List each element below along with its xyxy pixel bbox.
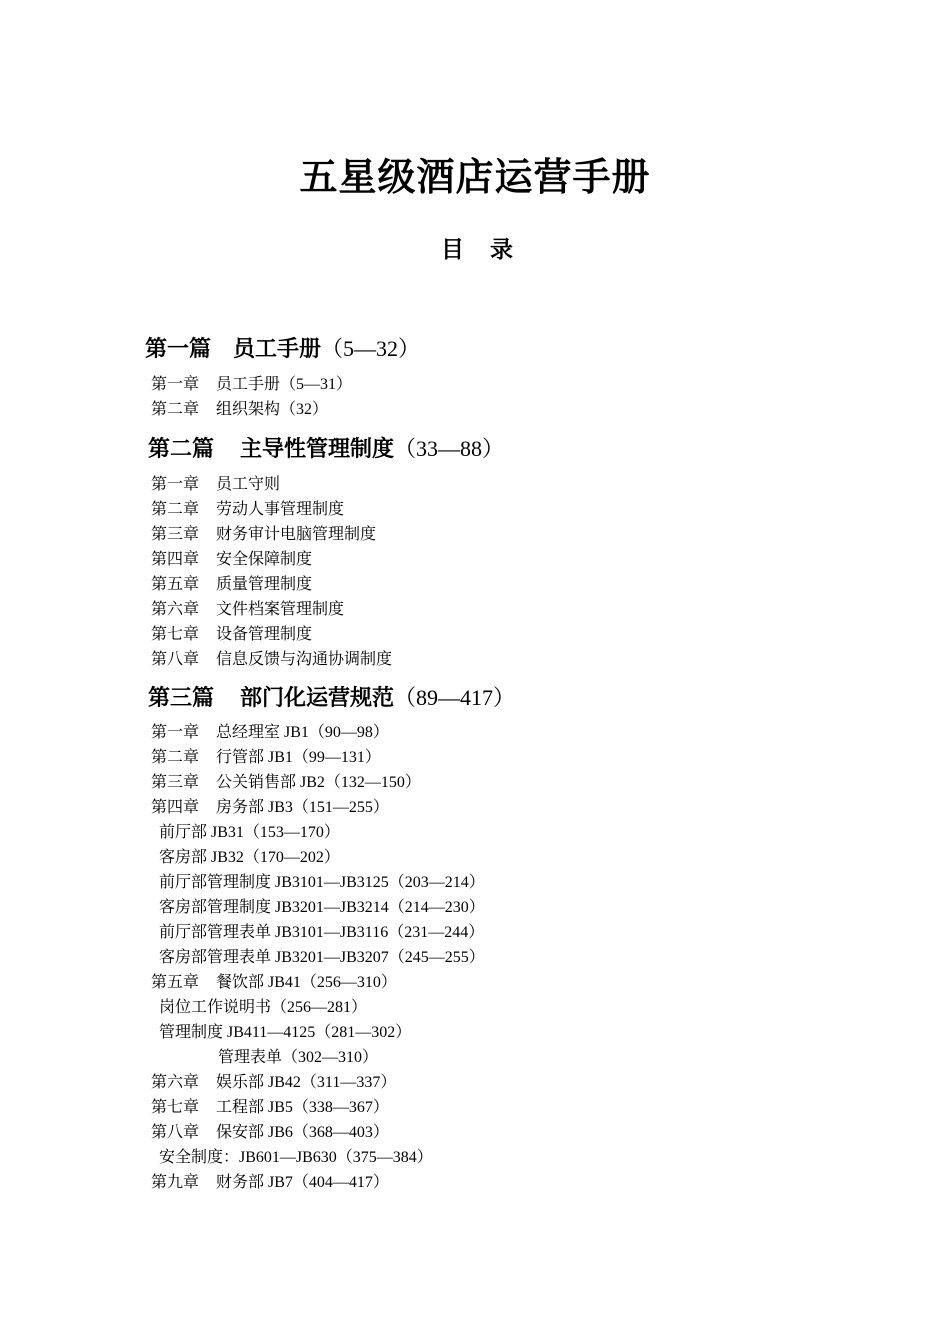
chapter-label: 第五章 xyxy=(151,974,200,991)
toc-heading xyxy=(0,232,950,268)
chapter-title: 财务部 JB7（404—417） xyxy=(216,1174,389,1191)
chapter-title: 文件档案管理制度 xyxy=(216,601,345,618)
subentry-title: 客房部 JB32（170—202） xyxy=(159,849,340,866)
toc-entry xyxy=(151,548,312,572)
toc-entry xyxy=(151,498,344,522)
chapter-label: 第三章 xyxy=(151,526,200,543)
chapter-title: 行管部 JB1（99—131） xyxy=(216,749,381,766)
part-heading-3 xyxy=(148,681,515,715)
chapter-title: 组织架构（32） xyxy=(216,401,329,418)
toc-heading-char-2: 录 xyxy=(490,237,513,262)
chapter-label: 第八章 xyxy=(151,651,200,668)
subentry-title: 客房部管理表单 JB3201—JB3207（245—255） xyxy=(159,949,485,966)
subentry-title: 岗位工作说明书（256—281） xyxy=(159,999,368,1016)
toc-entry xyxy=(151,623,312,647)
chapter-label: 第六章 xyxy=(151,601,200,618)
chapter-label: 第九章 xyxy=(151,1174,200,1191)
chapter-title: 设备管理制度 xyxy=(216,626,313,643)
subentry-title: 前厅部管理制度 JB3101—JB3125（203—214） xyxy=(159,874,485,891)
chapter-label: 第一章 xyxy=(151,476,200,493)
chapter-title: 娱乐部 JB42（311—337） xyxy=(216,1074,397,1091)
chapter-title: 财务审计电脑管理制度 xyxy=(216,526,377,543)
toc-entry xyxy=(151,473,280,497)
part-label: 第二篇 xyxy=(148,436,215,461)
chapter-label: 第四章 xyxy=(151,799,200,816)
chapter-label: 第二章 xyxy=(151,401,200,418)
chapter-label: 第五章 xyxy=(151,576,200,593)
toc-subentry xyxy=(159,1021,411,1045)
toc-entry xyxy=(151,398,328,422)
chapter-title: 员工守则 xyxy=(216,476,281,493)
subentry-title: 管理制度 JB411—4125（281—302） xyxy=(159,1024,412,1041)
toc-entry xyxy=(151,1121,389,1145)
subentry-title: 安全制度：JB601—JB630（375—384） xyxy=(159,1149,433,1166)
toc-entry xyxy=(151,598,344,622)
toc-entry xyxy=(151,971,397,995)
toc-subentry xyxy=(159,1146,433,1170)
part-label: 第三篇 xyxy=(148,685,215,710)
chapter-title: 保安部 JB6（368—403） xyxy=(216,1124,389,1141)
document-title: 五星级酒店运营手册 xyxy=(299,157,651,199)
toc-subentry xyxy=(159,846,340,870)
chapter-label: 第一章 xyxy=(151,724,200,741)
part-pages: （33—88） xyxy=(394,436,505,461)
chapter-label: 第三章 xyxy=(151,774,200,791)
toc-entry xyxy=(151,1096,389,1120)
chapter-title: 房务部 JB3（151—255） xyxy=(216,799,389,816)
toc-subentry xyxy=(159,821,340,845)
chapter-label: 第七章 xyxy=(151,1099,200,1116)
chapter-title: 安全保障制度 xyxy=(216,551,313,568)
toc-subentry xyxy=(159,896,485,920)
toc-subentry xyxy=(159,921,484,945)
chapter-label: 第一章 xyxy=(151,376,200,393)
chapter-title: 员工手册（5—31） xyxy=(216,376,353,393)
subentry-title: 管理表单（302—310） xyxy=(218,1049,379,1066)
subentry-title: 客房部管理制度 JB3201—JB3214（214—230） xyxy=(159,899,485,916)
chapter-title: 质量管理制度 xyxy=(216,576,313,593)
subentry-title: 前厅部管理表单 JB3101—JB3116（231—244） xyxy=(159,924,485,941)
chapter-title: 信息反馈与沟通协调制度 xyxy=(216,651,393,668)
chapter-label: 第七章 xyxy=(151,626,200,643)
toc-entry xyxy=(151,721,389,745)
chapter-label: 第四章 xyxy=(151,551,200,568)
chapter-label: 第六章 xyxy=(151,1074,200,1091)
part-name: 部门化运营规范 xyxy=(240,685,395,710)
chapter-title: 总经理室 JB1（90—98） xyxy=(216,724,389,741)
toc-entry xyxy=(151,796,389,820)
chapter-title: 劳动人事管理制度 xyxy=(216,501,345,518)
toc-subentry xyxy=(159,996,367,1020)
toc-heading-char-1: 目 xyxy=(441,237,464,262)
toc-entry xyxy=(151,1071,396,1095)
part-name: 员工手册 xyxy=(233,336,322,361)
part-name: 主导性管理制度 xyxy=(240,436,395,461)
chapter-title: 公关销售部 JB2（132—150） xyxy=(216,774,421,791)
part-pages: （89—417） xyxy=(394,685,516,710)
toc-subentry xyxy=(218,1046,378,1070)
part-heading-1 xyxy=(145,332,420,366)
toc-entry xyxy=(151,1171,389,1195)
part-label: 第一篇 xyxy=(145,336,212,361)
part-pages: （5—32） xyxy=(321,336,421,361)
toc-entry xyxy=(151,746,381,770)
toc-subentry xyxy=(159,871,485,895)
toc-entry xyxy=(151,523,376,547)
subentry-title: 前厅部 JB31（153—170） xyxy=(159,824,340,841)
toc-entry xyxy=(151,648,392,672)
chapter-label: 第二章 xyxy=(151,749,200,766)
chapter-label: 第二章 xyxy=(151,501,200,518)
toc-entry xyxy=(151,771,421,795)
chapter-title: 餐饮部 JB41（256—310） xyxy=(216,974,397,991)
part-heading-2 xyxy=(148,432,504,466)
toc-entry xyxy=(151,573,312,597)
chapter-label: 第八章 xyxy=(151,1124,200,1141)
chapter-title: 工程部 JB5（338—367） xyxy=(216,1099,389,1116)
toc-entry xyxy=(151,373,352,397)
toc-subentry xyxy=(159,946,485,970)
